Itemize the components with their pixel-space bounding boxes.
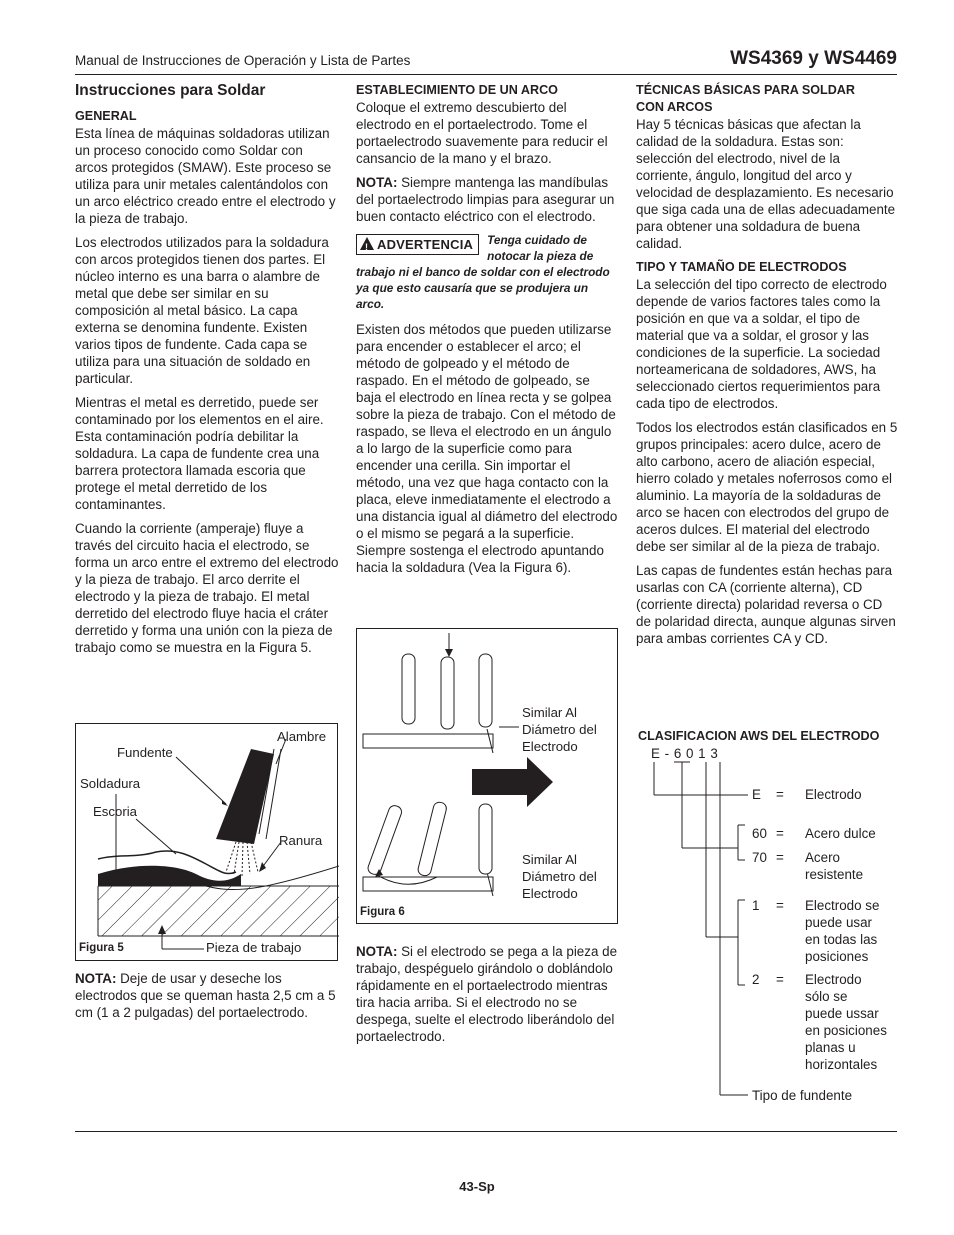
note-text: Si el electrodo se pega a la pieza de trabajo, despéguelo girándolo o doblándolo rápidamente en el portaelectrodo mientras tira hacia arriba. Si el electrodo no se despega, suelte el electrodo liberándolo del portaelectrodo. bbox=[356, 944, 618, 1044]
general-paragraph-3: Mientras el metal es derretido, puede ser contaminado por los elementos en el aire. Esta contaminación podría debilitar la soldadura. La capa de fundente crea una barrera protectora llamada escoria que protege el metal derretido de los contaminantes. bbox=[75, 395, 324, 512]
electrode-paragraph-2: Todos los electrodos están clasificados en 5 grupos principales: acero dulce, acero de alto carbono, acero de aliación especial, hierro colado y metales noferrosos como el aluminio. La mayoría de la soldaduras de arco se hacen con electrodos del grupo de aceros dulces. El material del electrodo debe ser similar al de la pieza de trabajo. bbox=[636, 420, 898, 554]
label-soldadura: Soldadura bbox=[80, 776, 141, 791]
note-label: NOTA: bbox=[356, 944, 398, 959]
page-number: 43-Sp bbox=[459, 1179, 495, 1194]
general-paragraph-4: Cuando la corriente (amperaje) fluye a través del circuito hacia el electrodo, se forma un arco entre el extremo del electrodo y la pieza de trabajo. El arco derrite el electrodo y la pieza de trabajo. El metal derretido del electrodo fluye hacia el cráter derretido y forma una unión con la pieza de trabajo como se muestra en la Figura 5. bbox=[75, 521, 339, 655]
fig6-label-top: Similar Al Diámetro del Electrodo bbox=[522, 705, 597, 754]
footer-rule bbox=[75, 1131, 897, 1132]
aws-1-key: 1 bbox=[752, 898, 760, 913]
column-1 bbox=[75, 82, 339, 663]
aws-e-value: Electrodo bbox=[805, 787, 862, 802]
aws-60-eq: = bbox=[776, 826, 784, 841]
aws-70-eq: = bbox=[776, 850, 784, 865]
aws-tipo: Tipo de fundente bbox=[752, 1088, 853, 1103]
column-3 bbox=[636, 82, 898, 654]
aws-60-value: Acero dulce bbox=[805, 826, 876, 841]
figure-6-caption: Figura 6 bbox=[360, 906, 405, 918]
column-1-note bbox=[75, 970, 339, 1028]
general-paragraph-2: Los electrodos utilizados para la soldadura con arcos protegidos tienen dos partes. El núcleo interno es una barra o alambre de metal que debe ser similar en su composición al metal básico. La capa externa se denomina fundente. Existen varios tipos de fundente. Cada capa se utiliza para una situación de soldado en particular. bbox=[75, 235, 329, 386]
section-title: Instrucciones para Soldar bbox=[75, 82, 266, 99]
aws-60-key: 60 bbox=[752, 826, 767, 841]
general-paragraph-1: Esta línea de máquinas soldadoras utilizan un proceso conocido como Soldar con arcos protegidos (SMAW). Este proceso se utiliza para unir metales calentándolos con un arco eléctrico creado entre el electrodo y la pieza de trabajo. bbox=[75, 126, 336, 226]
warning-block bbox=[356, 232, 618, 312]
figure-5 bbox=[75, 723, 338, 961]
note-electrodes bbox=[75, 970, 339, 1021]
label-fundente: Fundente bbox=[117, 745, 173, 760]
note-text: Deje de usar y deseche los electrodos que se queman hasta 2,5 cm a 5 cm (1 a 2 pulgadas) del portaelectrodo. bbox=[75, 971, 336, 1020]
electrode-paragraph-3: Las capas de fundentes están hechas para usarlas con CA (corriente alterna), CD (corriente directa) polaridad reversa o CD de polaridad directa, aunque algunas sirven para ambas corrientes CA y CD. bbox=[636, 563, 896, 646]
aws-1-eq: = bbox=[776, 898, 784, 913]
aws-2-key: 2 bbox=[752, 972, 760, 987]
electrode-paragraph-1: La selección del tipo correcto de electrodo depende de varios factores tales como la posición en que va a soldar, el tipo de material que va a soldar, el grosor y las condiciones de la superficie. La sociedad norteamericana de soldadores, AWS, ha seleccionado ciertos requerimientos para cada tipo de electrodos. bbox=[636, 277, 887, 411]
arc-paragraph-2: Existen dos métodos que pueden utilizarse para encender o establecer el arco; el método de golpeado y el método de raspado. En el método de golpeado, se baja el electrodo en línea recta y se golpea sobre la pieza de trabajo. Con el método de raspado, se lleva el electrodo en un ángulo a lo largo de la superficie como para encender una cerilla. Sin importar el método, una vez que haga contacto con la placa, eleve inmediatamente el electrodo a una distancia igual al diámetro del electrodo o el mismo se pegará a la superficie. Siempre sostenga el electrodo apuntando hacia la soldadura (Vea la Figura 6). bbox=[356, 322, 618, 575]
techniques-paragraph: Hay 5 técnicas básicas que afectan la calidad de la soldadura. Estas son: selección del electrodo, nivel de la corriente, ángulo, longitud del arco y velocidad de desplazamiento. Es necesario que siga cada una de ellas adecuadamente para obtener una soldadura de buena calidad. bbox=[636, 117, 896, 251]
aws-70-key: 70 bbox=[752, 850, 767, 865]
arc-note-1 bbox=[356, 174, 618, 225]
figure-6 bbox=[356, 628, 618, 924]
warning-text: Tenga cuidado de notocar la pieza de trabajo ni el banco de soldar con el electrodo ya que esto causaría que se produjera un arco. bbox=[356, 233, 610, 311]
warning-badge bbox=[356, 234, 479, 255]
aws-70-value: Acero resistente bbox=[805, 850, 864, 882]
note-label: NOTA: bbox=[75, 971, 117, 986]
column-2 bbox=[356, 82, 618, 583]
column-2-note bbox=[356, 943, 618, 1052]
note-text: Siempre mantenga las mandíbulas del portaelectrodo limpias para asegurar un buen contacto eléctrico con el electrodo. bbox=[356, 175, 615, 224]
label-escoria: Escoria bbox=[93, 804, 137, 819]
label-pieza: Pieza de trabajo bbox=[206, 940, 302, 955]
techniques-heading: TÉCNICAS BÁSICAS PARA SOLDAR CON ARCOS bbox=[636, 83, 856, 114]
general-heading: GENERAL bbox=[75, 109, 137, 123]
note-label: NOTA: bbox=[356, 175, 398, 190]
aws-heading: CLASIFICACION AWS DEL ELECTRODO bbox=[638, 729, 880, 743]
model-title: WS4369 y WS4469 bbox=[730, 48, 897, 69]
fig6-label-bottom: Similar Al Diámetro del Electrodo bbox=[522, 852, 597, 901]
warning-icon: ! bbox=[360, 237, 374, 250]
aws-code: E - 6 0 1 3 bbox=[651, 746, 719, 761]
arc-paragraph-1: Coloque el extremo descubierto del electrodo en el portaelectrodo. Tome el portaelectrodo suavemente para reducir el cansancio de la mano y el brazo. bbox=[356, 100, 608, 166]
aws-bracket-lines bbox=[640, 760, 760, 1105]
aws-2-value: Electrodo sólo se puede ussar en posiciones planas u horizontales bbox=[805, 972, 887, 1072]
figure-5-caption: Figura 5 bbox=[79, 942, 124, 954]
aws-e-eq: = bbox=[776, 787, 784, 802]
label-ranura: Ranura bbox=[279, 833, 323, 848]
arc-note-2 bbox=[356, 943, 618, 1045]
label-alambre: Alambre bbox=[277, 729, 327, 744]
arc-heading: ESTABLECIMIENTO DE UN ARCO bbox=[356, 83, 558, 97]
aws-1-value: Electrodo se puede usar en todas las posiciones bbox=[805, 898, 880, 964]
electrode-type-heading: TIPO Y TAMAÑO DE ELECTRODOS bbox=[636, 260, 847, 274]
manual-title: Manual de Instrucciones de Operación y Lista de Partes bbox=[75, 53, 411, 68]
warning-label: ADVERTENCIA bbox=[377, 237, 474, 252]
header-rule bbox=[75, 74, 897, 75]
aws-2-eq: = bbox=[776, 972, 784, 987]
aws-e-key: E bbox=[752, 787, 761, 802]
